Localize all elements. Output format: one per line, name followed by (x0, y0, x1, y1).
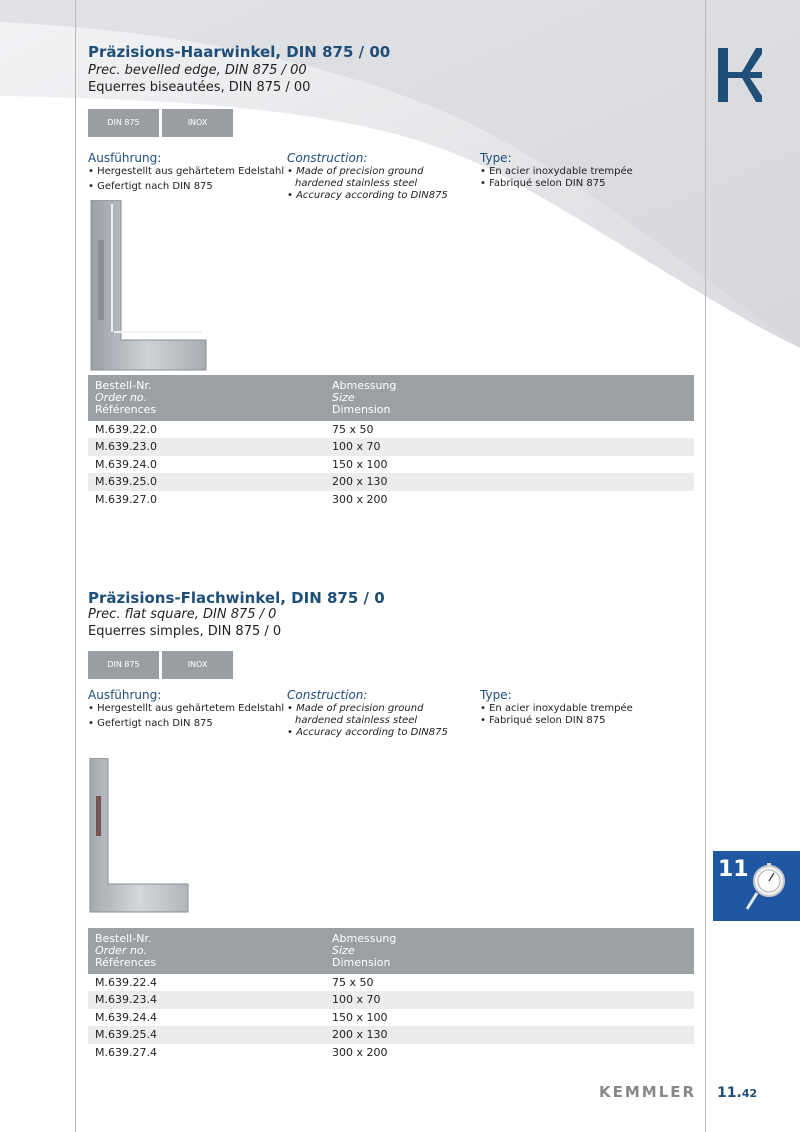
header-size-de: Abmessung (332, 379, 397, 392)
header-order-fr: Références (95, 403, 157, 416)
header-size-en: Size (332, 391, 355, 404)
fr-item: • En acier inoxydable trempée (480, 166, 633, 177)
kemmler-logo-icon (716, 48, 762, 102)
table-row: M.639.25.0 200 x 130 (88, 473, 694, 490)
table-row: M.639.23.0 100 x 70 (88, 438, 694, 455)
de-item: • Hergestellt aus gehärtetem Edelstahl (88, 703, 285, 714)
fr-item: • En acier inoxydable trempée (480, 703, 633, 714)
de-heading: Ausführung: (88, 151, 162, 165)
section-1-title: Präzisions-Haarwinkel, DIN 875 / 00 (88, 43, 391, 61)
en-item: • Accuracy according to DIN875 (287, 190, 448, 201)
order-table-2 (88, 928, 694, 1061)
table-row: M.639.25.4 200 x 130 (88, 1026, 694, 1043)
tag-din875: DIN 875 (88, 109, 159, 137)
section-1-subtitle-fr: Equerres biseautées, DIN 875 / 00 (88, 80, 311, 95)
table-row: M.639.24.4 150 x 100 (95, 1010, 388, 1024)
section-1-subtitle-en: Prec. bevelled edge, DIN 875 / 00 (88, 63, 307, 78)
header-size-fr: Dimension (332, 403, 391, 416)
de-heading: Ausführung: (88, 688, 162, 702)
de-item: • Hergestellt aus gehärtetem Edelstahl (88, 166, 285, 177)
table-row: M.639.27.4 300 x 200 (95, 1045, 388, 1059)
header-order-en: Order no. (95, 944, 148, 957)
fr-item: • Fabriqué selon DIN 875 (480, 715, 606, 726)
header-size-en: Size (332, 944, 355, 957)
table-row: M.639.24.0 150 x 100 (95, 457, 388, 471)
table-row: M.639.22.4 75 x 50 (95, 976, 374, 989)
section-2-subtitle-fr: Equerres simples, DIN 875 / 0 (88, 624, 282, 639)
en-item: hardened stainless steel (295, 715, 418, 726)
header-order-fr: Références (95, 956, 157, 969)
en-item: • Made of precision ground (287, 703, 424, 714)
en-item: • Accuracy according to DIN875 (287, 727, 448, 738)
bevelled-square-image (88, 200, 210, 372)
section-2-subtitle-en: Prec. flat square, DIN 875 / 0 (88, 607, 277, 622)
en-heading: Construction: (287, 688, 368, 702)
fr-heading: Type: (480, 151, 512, 165)
en-heading: Construction: (287, 151, 368, 165)
de-item: • Gefertigt nach DIN 875 (88, 718, 213, 729)
header-order-en: Order no. (95, 391, 148, 404)
header-order-de: Bestell-Nr. (95, 932, 152, 945)
order-table-1 (88, 375, 694, 508)
flat-square-image (88, 758, 192, 914)
table-row: M.639.23.4 100 x 70 (88, 991, 694, 1008)
header-size-de: Abmessung (332, 932, 397, 945)
dial-gauge-icon (743, 863, 785, 911)
fr-heading: Type: (480, 688, 512, 702)
brand-name: KEMMLER (599, 1083, 697, 1101)
tag-inox: INOX (162, 651, 233, 679)
page-number: 11.42 (717, 1085, 758, 1101)
tag-din875: DIN 875 (88, 651, 159, 679)
header-size-fr: Dimension (332, 956, 391, 969)
right-margin-line (705, 0, 706, 1132)
tag-inox: INOX (162, 109, 233, 137)
chapter-number: 11 (718, 857, 749, 882)
table-row: M.639.22.0 75 x 50 (95, 423, 374, 436)
table-header (88, 375, 694, 421)
section-2-title: Präzisions-Flachwinkel, DIN 875 / 0 (88, 589, 385, 607)
de-item: • Gefertigt nach DIN 875 (88, 181, 213, 192)
table-header (88, 928, 694, 974)
table-row: M.639.27.0 300 x 200 (95, 492, 388, 506)
header-order-de: Bestell-Nr. (95, 379, 152, 392)
fr-item: • Fabriqué selon DIN 875 (480, 178, 606, 189)
en-item: • Made of precision ground (287, 166, 424, 177)
left-margin-line (75, 0, 76, 1132)
chapter-tab (713, 851, 800, 921)
en-item: hardened stainless steel (295, 178, 418, 189)
